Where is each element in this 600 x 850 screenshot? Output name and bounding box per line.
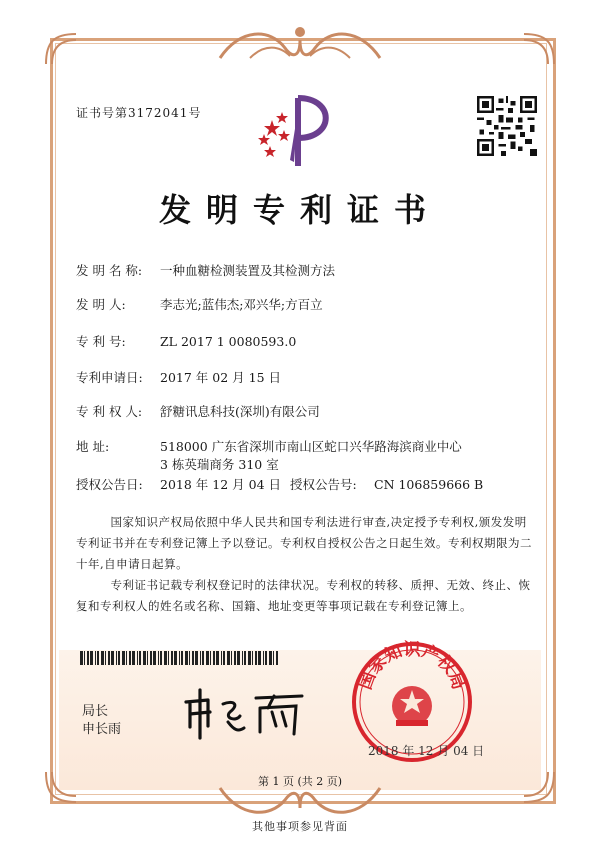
field-patentee (76, 403, 320, 421)
field-label: 发 明 人: (76, 297, 126, 312)
body-paragraph: 国家知识产权局依照中华人民共和国专利法进行审查,决定授予专利权,颁发发明专利证书并在专利登记簿上予以登记。专利权自授权公告之日起生效。专利权期限为二十年,自申请日起算。 (76, 515, 532, 571)
barcode-icon (80, 651, 280, 665)
field-label: 专 利 权 人: (76, 404, 143, 419)
field-value: 舒糖讯息科技(深圳)有限公司 (160, 404, 320, 419)
field-value: 李志光;蓝伟杰;邓兴华;方百立 (160, 297, 323, 312)
field-announcement-date (76, 476, 281, 494)
field-label: 地 址: (76, 439, 110, 454)
field-address (76, 438, 462, 472)
top-ornament-icon (210, 18, 390, 68)
patent-office-logo-icon (250, 90, 340, 170)
footer-note: 其他事项参见背面 (252, 820, 348, 833)
director-name: 申长雨 (82, 721, 122, 736)
field-label: 专 利 号: (76, 334, 126, 349)
qr-code-icon (477, 96, 537, 156)
field-announcement-number (290, 476, 484, 494)
page-number: 第 1 页 (共 2 页) (257, 775, 343, 788)
body-paragraph: 专利证书记载专利权登记时的法律状况。专利权的转移、质押、无效、终止、恢复和专利权人的姓名或名称、国籍、地址变更等事项记载在专利登记簿上。 (76, 578, 531, 613)
field-value: 2017 年 02 月 15 日 (160, 370, 281, 385)
corner-ornament-icon (44, 32, 78, 66)
field-inventors (76, 296, 323, 314)
field-label: 授权公告日: (76, 477, 143, 492)
seal-date: 2018 年 12 月 04 日 (368, 744, 485, 758)
field-value: 一种血糖检测装置及其检测方法 (160, 263, 336, 278)
corner-ornament-icon (522, 32, 556, 66)
field-application-date (76, 369, 281, 387)
field-value: ZL 2017 1 0080593.0 (160, 334, 297, 349)
field-value: 2018 年 12 月 04 日 (160, 477, 281, 492)
signature-icon (178, 682, 308, 742)
certificate-title: 发明专利证书 (158, 191, 441, 229)
field-label: 发 明 名 称: (76, 263, 143, 278)
field-label: 专利申请日: (76, 370, 143, 385)
field-patent-number (76, 333, 297, 351)
field-label: 授权公告号: (290, 477, 357, 492)
field-invention-name (76, 262, 336, 280)
svg-text:国家知识产权局 (356, 640, 469, 692)
seal-text: 国家知识产权局 (355, 640, 469, 693)
director-title: 局长 (82, 703, 109, 718)
field-value: CN 106859666 B (374, 477, 484, 492)
field-value: 518000 广东省深圳市南山区蛇口兴华路海滨商业中心 3 栋英瑞商务 310 室 (160, 439, 462, 472)
certificate-number: 证书号第3172041号 (76, 106, 202, 120)
